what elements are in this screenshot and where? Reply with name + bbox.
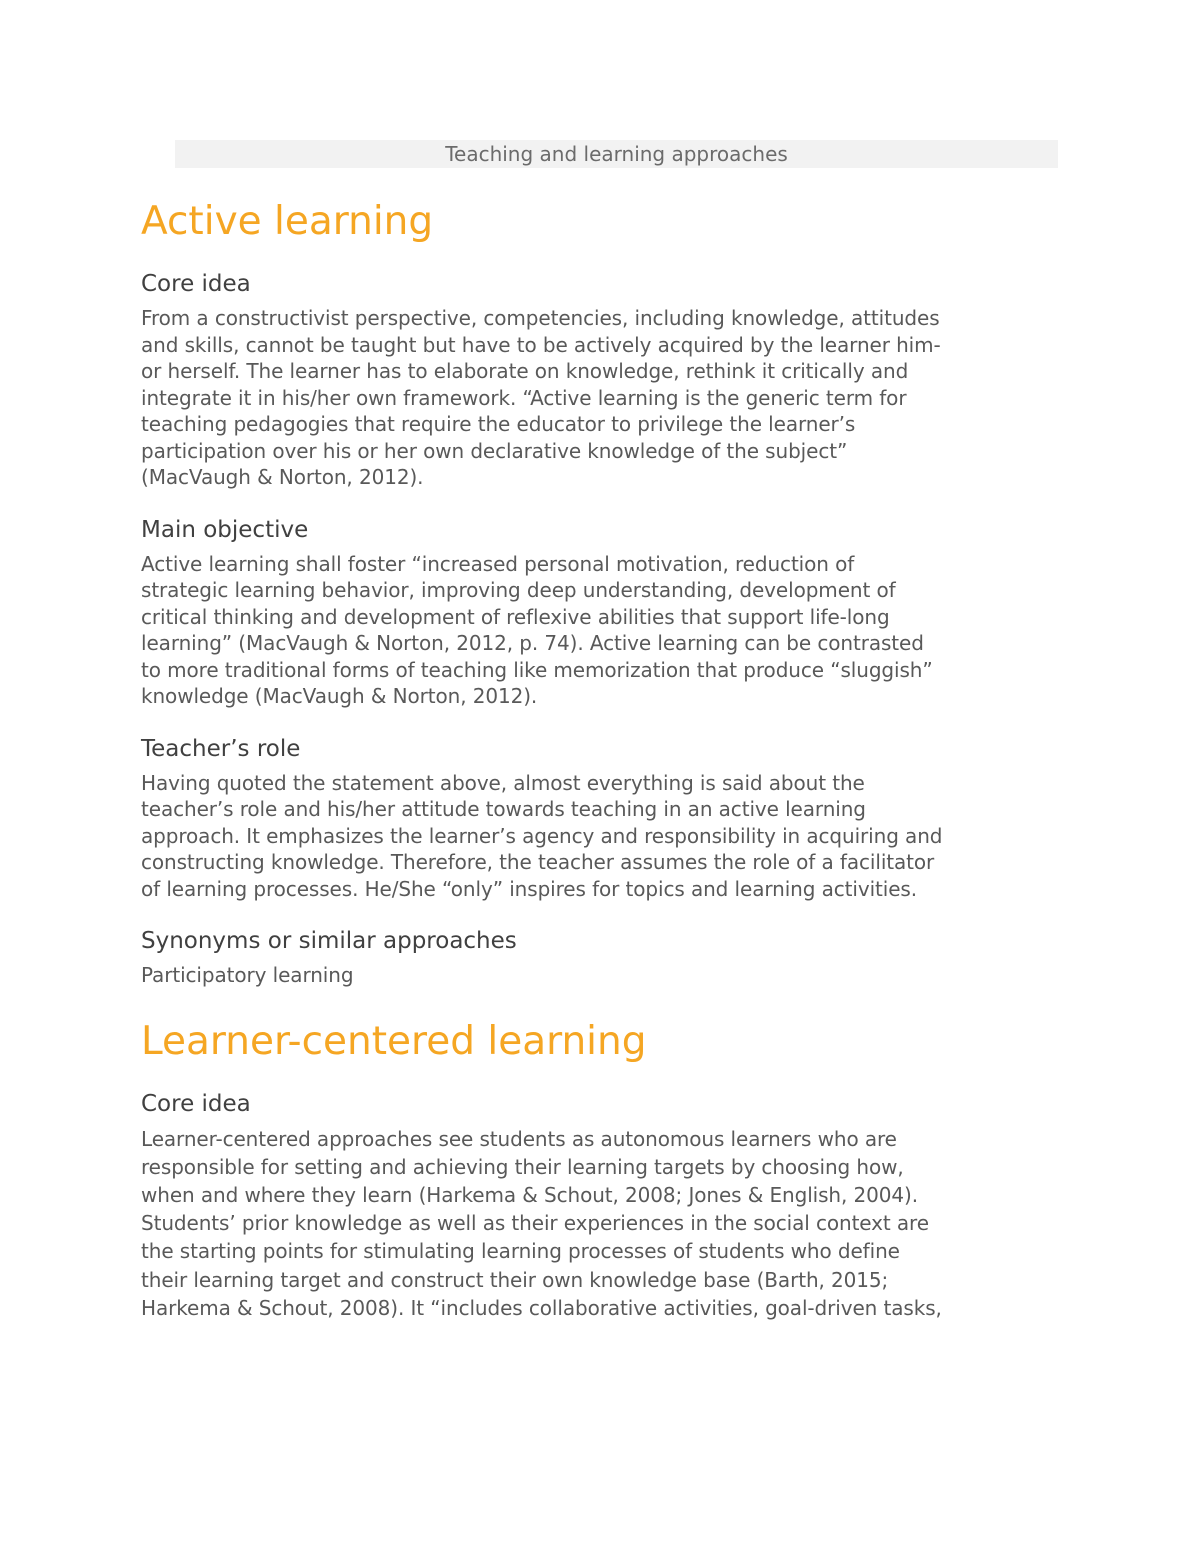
text-line: Having quoted the statement above, almost everything is said about the [141,770,865,795]
subheading-synonyms: Synonyms or similar approaches [141,928,517,954]
text-line: and skills, cannot be taught but have to be actively acquired by the learner him- [141,332,941,357]
section-title-learner-centered-learning: Learner-centered learning [141,1018,647,1064]
text-line: Participatory learning [141,963,354,987]
text-line: to more traditional forms of teaching like memorization that produce “sluggish” [141,657,933,682]
paragraph-main-objective [141,551,1066,710]
paragraph-core-idea [141,1125,1066,1322]
text-line: integrate it in his/her own framework. “Active learning is the generic term for [141,385,907,410]
text-line: responsible for setting and achieving their learning targets by choosing how, [141,1154,904,1179]
text-line: the starting points for stimulating learning processes of students who define [141,1239,900,1264]
text-line: teacher’s role and his/her attitude towards teaching in an active learning [141,797,866,821]
text-line: Students’ prior knowledge as well as their experiences in the social context are [141,1211,929,1236]
text-line: constructing knowledge. Therefore, the teacher assumes the role of a facilitator [141,850,935,874]
subheading-core-idea: Core idea [141,1090,251,1117]
text-line: or herself. The learner has to elaborate on knowledge, rethink it critically and [141,359,909,383]
text-line: their learning target and construct their own knowledge base (Barth, 2015; [141,1267,889,1292]
text-line: Learner-centered approaches see students as autonomous learners who are [141,1126,897,1151]
text-line: of learning processes. He/She “only” inspires for topics and learning activities. [141,876,918,901]
text-line: Harkema & Schout, 2008). It “includes collaborative activities, goal-driven tasks, [141,1295,942,1320]
text-line: approach. It emphasizes the learner’s agency and responsibility in acquiring and [141,823,943,848]
text-line: teaching pedagogies that require the educator to privilege the learner’s [141,412,856,436]
text-line: participation over his or her own declarative knowledge of the subject” [141,438,848,463]
text-line: Active learning shall foster “increased personal motivation, reduction of [141,551,855,576]
text-line: knowledge (MacVaugh & Norton, 2012). [141,684,538,708]
subheading-main-objective: Main objective [141,516,309,543]
text-line: critical thinking and development of reflexive abilities that support life-long [141,604,890,629]
text-line: when and where they learn (Harkema & Schout, 2008; Jones & English, 2004). [141,1182,918,1207]
section-title-active-learning: Active learning [141,199,434,244]
document-body [141,195,1066,1322]
text-line: learning” (MacVaugh & Norton, 2012, p. 74). Active learning can be contrasted [141,631,924,655]
text-line: From a constructivist perspective, competencies, including knowledge, attitudes [141,306,940,330]
subheading-teachers-role: Teacher’s role [141,735,301,762]
paragraph-teachers-role [141,770,1066,903]
text-line: (MacVaugh & Norton, 2012). [141,465,424,489]
running-header: Teaching and learning approaches [175,140,1058,168]
subheading-core-idea: Core idea [141,271,251,297]
text-line: strategic learning behavior, improving deep understanding, development of [141,578,896,602]
paragraph-synonyms [141,962,1066,989]
paragraph-core-idea [141,305,1066,491]
